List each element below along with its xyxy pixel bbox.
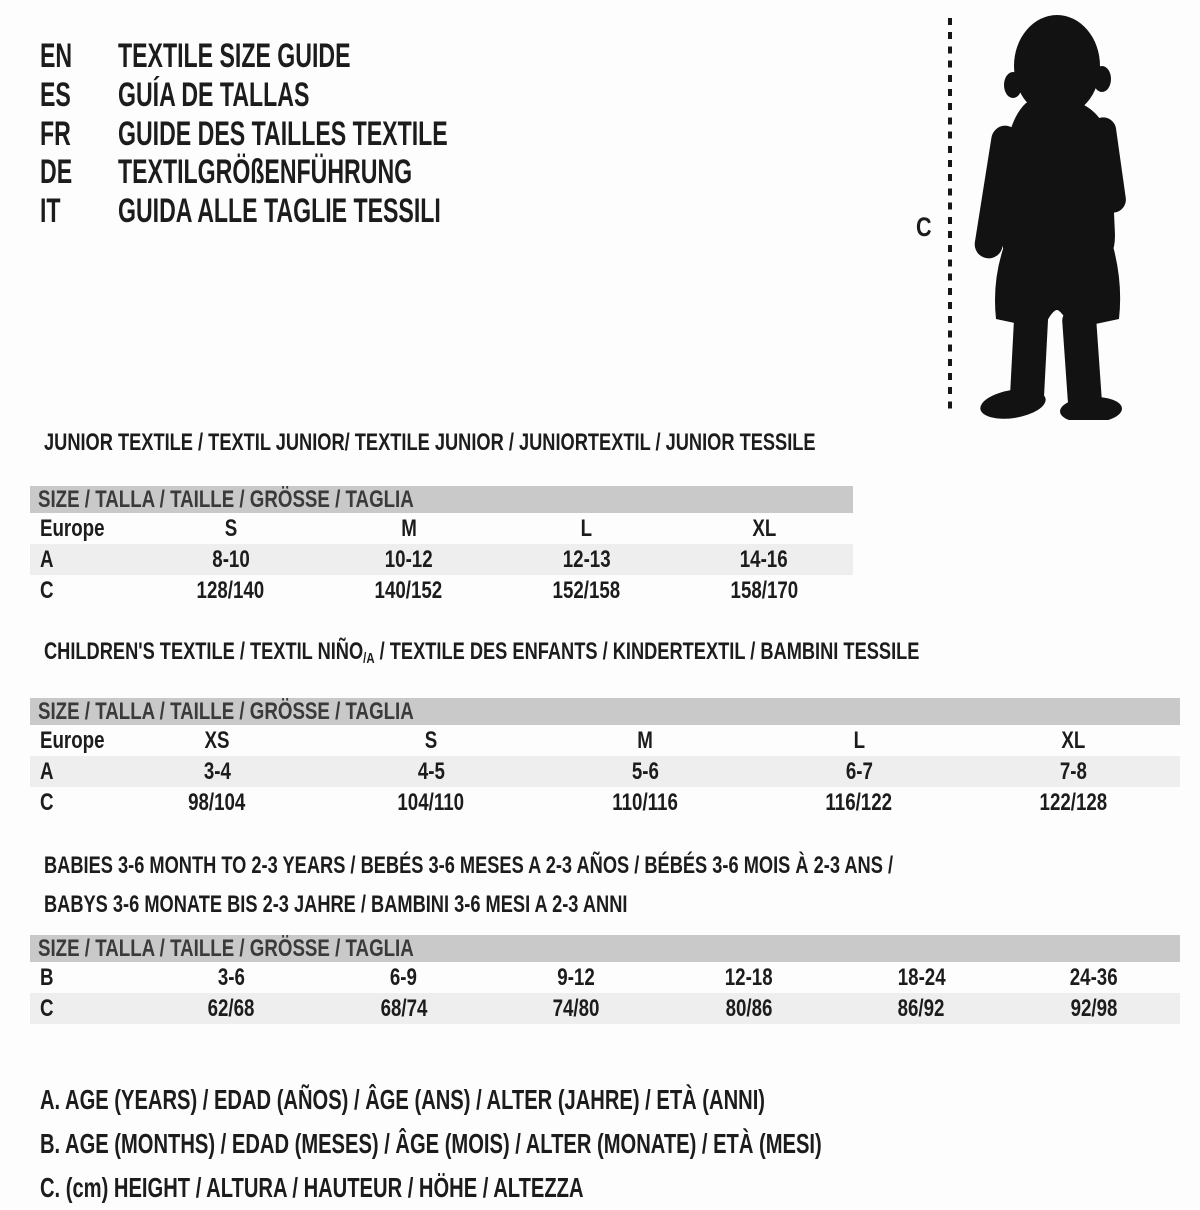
legend-item [40,1122,1126,1166]
language-code [40,192,118,231]
size-bar-text: SIZE / TALLA / TAILLE / GRÖSSE / TAGLIA [38,485,414,513]
table-row [30,544,853,575]
table-cell-text: 68/74 [380,994,428,1022]
heading-part: CHILDREN'S TEXTILE / TEXTIL NIÑO [44,638,364,665]
language-row [40,76,603,115]
table-cell-text: M [400,514,417,542]
table-cell [498,546,676,574]
table-cell-text: S [424,726,438,754]
table-cell-text: 9-12 [557,963,595,991]
table-cell-text: 98/104 [188,788,246,816]
table-cell [318,995,491,1023]
table-cell-text: 128/140 [197,576,265,604]
table-cell-text: 14-16 [740,545,789,573]
table-cell [110,789,324,817]
row-label-text: B [40,963,54,991]
table-cell [1008,964,1181,992]
table-cell-text: 62/68 [207,994,255,1022]
table-cell [538,727,752,755]
table-cell [110,758,324,786]
row-label-text: A [40,545,54,573]
height-measure-label-text: C [916,212,932,242]
language-row [40,115,603,154]
table-row [30,787,1180,818]
table-cell-text: M [637,726,653,754]
toddler-silhouette-icon [962,13,1145,420]
row-label-text: A [40,757,54,785]
table-cell-text: XS [204,726,230,754]
table-cell [320,515,498,543]
table-cell [142,515,320,543]
table-cell [966,789,1180,817]
table-cell [966,758,1180,786]
legend-item [40,1078,1126,1122]
table-cell-text: L [853,726,865,754]
language-code [40,153,118,192]
table-cell [675,577,853,605]
language-row [40,153,603,192]
language-code-text: FR [40,114,71,153]
table-cell-text: 24-36 [1069,963,1118,991]
section-junior [30,430,853,606]
language-code-text: ES [40,75,71,114]
section-children [30,639,1180,818]
section-heading-text: BABYS 3-6 MONATE BIS 2-3 JAHRE / BAMBINI 3-6 MESI A 2-3 ANNI [44,891,628,918]
table-cell [752,758,966,786]
language-title-text: TEXTILE SIZE GUIDE [118,36,351,75]
table-rows [30,725,1180,818]
table-cell-text: L [580,514,593,542]
table-cell [498,515,676,543]
table-cell [490,995,663,1023]
row-label [30,789,110,817]
table-cell-text: 116/122 [825,788,893,816]
table-cell-text: 7-8 [1059,757,1087,785]
table-cell [663,995,836,1023]
table-cell [966,727,1180,755]
table-cell [538,758,752,786]
legend [40,1078,1126,1210]
table-cell-text: XL [752,514,777,542]
row-label [30,995,145,1023]
table-cell [110,727,324,755]
row-label [30,515,142,543]
language-title [118,115,603,154]
legend-item-text: B. AGE (MONTHS) / EDAD (MESES) / ÂGE (MOIS) / ALTER (MONATE) / ETÀ (MESI) [40,1128,822,1159]
table-cell [142,546,320,574]
table-row [30,513,853,544]
language-code [40,37,118,76]
size-bar [30,935,1180,962]
table-cell [835,964,1008,992]
heading-part: / TEXTILE DES ENFANTS / KINDERTEXTIL / BAMBINI TESSILE [374,638,920,665]
size-bar-text: SIZE / TALLA / TAILLE / GRÖSSE / TAGLIA [38,697,414,725]
table-cell-text: 3-4 [203,757,231,785]
table-cell-text: 18-24 [897,963,946,991]
language-code [40,76,118,115]
language-title [118,76,399,115]
section-heading [30,430,853,456]
height-dashed-line [948,18,952,414]
table-cell-text: 6-7 [845,757,873,785]
table-cell-text: 80/86 [725,994,773,1022]
table-cell [145,995,318,1023]
language-title [118,37,460,76]
row-label-text: C [40,576,54,604]
legend-item-text: C. (cm) HEIGHT / ALTURA / HAUTEUR / HÖHE / ALTEZZA [40,1172,584,1203]
table-cell [663,964,836,992]
language-code-text: EN [40,36,73,75]
height-measure-label [906,212,942,243]
heading-subscript: /A [363,650,375,667]
table-cell-text: 110/116 [612,788,678,816]
table-row [30,575,853,606]
table-cell [490,964,663,992]
table-cell [324,727,538,755]
legend-item [40,1166,1126,1210]
table-cell-text: 8-10 [212,545,250,573]
table-cell-text: 92/98 [1070,994,1118,1022]
table-rows [30,513,853,606]
table-cell [538,789,752,817]
table-cell [498,577,676,605]
section-heading [30,846,1180,924]
language-title [118,192,593,231]
table-cell [675,515,853,543]
table-cell-text: 3-6 [217,963,245,991]
table-cell [142,577,320,605]
table-cell [324,758,538,786]
size-bar [30,486,853,513]
table-cell-text: 10-12 [384,545,433,573]
table-cell-text: XL [1061,726,1085,754]
row-label-text: Europe [40,514,105,542]
table-cell-text: 140/152 [374,576,443,604]
table-cell-text: 12-13 [562,545,611,573]
section-babies [30,846,1180,1024]
language-code-text: DE [40,153,73,192]
table-cell-text: 158/170 [730,576,798,604]
table-cell-text: 12-18 [724,963,773,991]
language-title-text: GUIDA ALLE TAGLIE TESSILI [118,192,441,231]
legend-item-text: A. AGE (YEARS) / EDAD (AÑOS) / ÂGE (ANS) / ALTER (JAHRE) / ETÀ (ANNI) [40,1084,766,1115]
language-title-text: TEXTILGRÖßENFÜHRUNG [118,153,413,192]
table-cell-text: 6-9 [390,963,418,991]
table-cell-text: 74/80 [552,994,600,1022]
table-cell [145,964,318,992]
table-rows [30,962,1180,1024]
row-label [30,964,145,992]
row-label-text: C [40,788,54,816]
section-heading-text [44,639,919,668]
table-cell-text: 122/128 [1039,788,1107,816]
language-title-text: GUÍA DE TALLAS [118,75,310,114]
row-label [30,727,110,755]
table-cell [1008,995,1181,1023]
table-cell-text: 5-6 [631,757,659,785]
section-heading-text: JUNIOR TEXTILE / TEXTIL JUNIOR/ TEXTILE JUNIOR / JUNIORTEXTIL / JUNIOR TESSILE [44,429,816,456]
table-cell-text: 86/92 [897,994,945,1022]
row-label [30,758,110,786]
table-cell-text: 152/158 [552,576,621,604]
table-cell [835,995,1008,1023]
table-cell [675,546,853,574]
table-row [30,962,1180,993]
table-cell [324,789,538,817]
row-label [30,577,142,605]
table-cell-text: 4-5 [417,757,445,785]
table-cell [318,964,491,992]
row-label-text: C [40,994,54,1022]
row-label-text: Europe [40,726,105,754]
language-code [40,115,118,154]
language-title-list [40,37,603,231]
section-heading-text: BABIES 3-6 MONTH TO 2-3 YEARS / BEBÉS 3-6 MESES A 2-3 AÑOS / BÉBÉS 3-6 MOIS À 2-3 ANS / [44,852,894,879]
table-cell-text: S [224,514,238,542]
table-row [30,725,1180,756]
language-title-text: GUIDE DES TAILLES TEXTILE [118,114,448,153]
language-code-text: IT [40,192,61,231]
language-row [40,37,603,76]
row-label [30,546,142,574]
heading-line [44,846,1180,885]
table-cell-text: 104/110 [397,788,465,816]
table-cell [752,727,966,755]
language-title [118,153,551,192]
heading-line [44,885,1180,924]
table-cell [320,546,498,574]
size-bar-text: SIZE / TALLA / TAILLE / GRÖSSE / TAGLIA [38,934,414,962]
section-heading [30,639,1180,668]
table-row [30,756,1180,787]
language-row [40,192,603,231]
size-bar [30,698,1180,725]
table-cell [752,789,966,817]
table-cell [320,577,498,605]
table-row [30,993,1180,1024]
